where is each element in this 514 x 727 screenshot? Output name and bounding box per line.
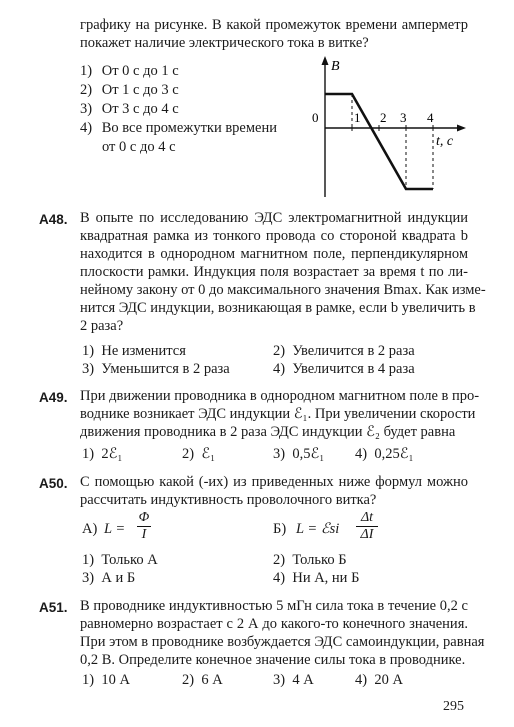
question-number-a50: А50. [39, 476, 68, 491]
option-a51-4[interactable] [355, 672, 403, 689]
option-num: 1) [82, 343, 95, 359]
tick-label-1: 1 [354, 110, 361, 125]
option-text: Только Б [292, 552, 347, 568]
option-a50-2[interactable] [273, 552, 347, 569]
option-num: 3) [273, 672, 286, 688]
question-line: 0,2 В. Определите конечное значение силы тока в проводнике. [80, 652, 466, 668]
option-num: 1) [82, 552, 95, 568]
option-text: 0,5ℰ₁ [292, 446, 325, 462]
option-text: 4 А [292, 672, 314, 688]
question-line: плоскости рамки. Индукция поля возрастает за время t по ли- [80, 264, 468, 280]
formula-b-fraction [356, 510, 378, 543]
option-text: Во все промежутки времени [101, 120, 277, 136]
option-a49-3[interactable] [273, 446, 324, 463]
formula-b-denominator: ΔI [360, 527, 374, 542]
option-num: 2) [80, 82, 93, 98]
option-text: От 0 с до 1 с [101, 63, 179, 79]
option-a51-3[interactable] [273, 672, 314, 689]
x-axis-arrow-icon [457, 125, 466, 132]
option-text: От 1 с до 3 с [101, 82, 179, 98]
option-a50-4[interactable] [273, 570, 359, 587]
formula-a-label: А) [82, 521, 98, 537]
option-a49-4[interactable] [355, 446, 414, 463]
option-text: от 0 с до 4 с [102, 139, 176, 155]
option-a49-2[interactable] [182, 446, 215, 463]
question-text-a49 [80, 387, 480, 441]
question-text-a50 [80, 473, 468, 509]
option-a51-2[interactable] [182, 672, 223, 689]
question-line: рассчитать индуктивность проволочного витка? [80, 492, 377, 508]
option-a48-1[interactable] [82, 343, 186, 360]
option-num: 2) [273, 552, 286, 568]
option-text: Уменьшится в 2 раза [101, 361, 230, 377]
option-text: 10 А [101, 672, 130, 688]
option-num: 4) [273, 361, 286, 377]
option-text: 0,25ℰ₁ [374, 446, 414, 462]
question-number-a49: А49. [39, 390, 68, 405]
formula-b-lhs: L = ℰsi [296, 521, 340, 537]
option-num: 1) [82, 446, 95, 462]
question-line: При этом в проводнике возбуждается ЭДС самоиндукции, равная [80, 634, 485, 650]
formula-a-fraction [137, 510, 151, 543]
option-num: 4) [355, 672, 368, 688]
option-a48-2[interactable] [273, 343, 415, 360]
question-line: В опыте по исследованию ЭДС электромагнитной индукции [80, 210, 468, 226]
option-num: 4) [80, 120, 93, 136]
option-a50-3[interactable] [82, 570, 135, 587]
option-num: 2) [273, 343, 286, 359]
option-text: От 3 с до 4 с [101, 101, 179, 117]
question-line: движения проводника в 2 раза ЭДС индукции ℰ₂ будет равна [80, 424, 456, 440]
option-text: ℰ₁ [201, 446, 216, 462]
y-axis-arrow-icon [322, 56, 329, 65]
formula-a-numerator: Φ [138, 510, 150, 525]
question-number-a48: А48. [39, 212, 68, 227]
option-num: 2) [182, 672, 195, 688]
tick-label-2: 2 [380, 110, 387, 125]
option-a51-1[interactable] [82, 672, 130, 689]
formula-b-label: Б) [273, 521, 287, 537]
option-num: 2) [182, 446, 195, 462]
option-num: 3) [273, 446, 286, 462]
intro-line: графику на рисунке. В какой промежуток времени амперметр [80, 17, 468, 33]
question-line: С помощью какой (-их) из приведенных ниже формул можно [80, 474, 468, 490]
option-text: Не изменится [101, 343, 186, 359]
option-text: 2ℰ₁ [101, 446, 123, 462]
question-line: 2 раза? [80, 318, 124, 334]
option-num: 4) [273, 570, 286, 586]
tick-label-4: 4 [427, 110, 434, 125]
page-number: 295 [443, 699, 464, 714]
formula-a-denominator: I [141, 527, 147, 542]
option-num: 3) [82, 361, 95, 377]
option-a48-3[interactable] [82, 361, 230, 378]
option-num: 4) [355, 446, 368, 462]
question-line: находится в однородном магнитном поле, перпендикулярном [80, 246, 468, 262]
y-axis-label: B [331, 59, 340, 74]
question-line: При движении проводника в однородном магнитном поле в про- [80, 388, 480, 404]
option-text: 6 А [201, 672, 223, 688]
option-a49-1[interactable] [82, 446, 122, 463]
option-text: Увеличится в 4 раза [292, 361, 415, 377]
tick-label-3: 3 [400, 110, 407, 125]
intro-line: покажет наличие электрического тока в витке? [80, 35, 369, 51]
option-num: 1) [82, 672, 95, 688]
option-text: Только А [101, 552, 158, 568]
intro-options [80, 62, 277, 157]
b-vs-t-graph [300, 52, 470, 202]
origin-label: 0 [312, 110, 319, 125]
option-num: 3) [82, 570, 95, 586]
question-line: В проводнике индуктивностью 5 мГн сила тока в течение 0,2 с [80, 598, 468, 614]
question-number-a51: А51. [39, 600, 68, 615]
formula-a-lhs: L = [104, 521, 126, 537]
option-text: А и Б [101, 570, 136, 586]
option-text: 20 А [374, 672, 403, 688]
question-line: равномерно возрастает с 2 А до какого-то конечного значения. [80, 616, 468, 632]
option-num: 1) [80, 63, 93, 79]
question-text-a48 [80, 209, 486, 335]
question-text-a51 [80, 597, 485, 669]
option-num: 3) [80, 101, 93, 117]
option-text: Увеличится в 2 раза [292, 343, 415, 359]
option-a50-1[interactable] [82, 552, 158, 569]
b-curve [325, 94, 433, 189]
option-text: Ни А, ни Б [292, 570, 360, 586]
question-line: нейному закону от 0 до максимального значения Bmax. Как изме- [80, 282, 486, 298]
option-a48-4[interactable] [273, 361, 415, 378]
question-line: квадратная рамка из тонкого провода со стороной квадрата b [80, 228, 468, 244]
question-line: воднике возникает ЭДС индукции ℰ₁. При увеличении скорости [80, 406, 476, 422]
question-line: нится ЭДС индукции, возникающая в рамке, если b увеличить в [80, 300, 476, 316]
x-axis-label: t, с [436, 134, 454, 149]
formula-b-numerator: Δt [360, 510, 374, 525]
intro-question [80, 16, 468, 52]
